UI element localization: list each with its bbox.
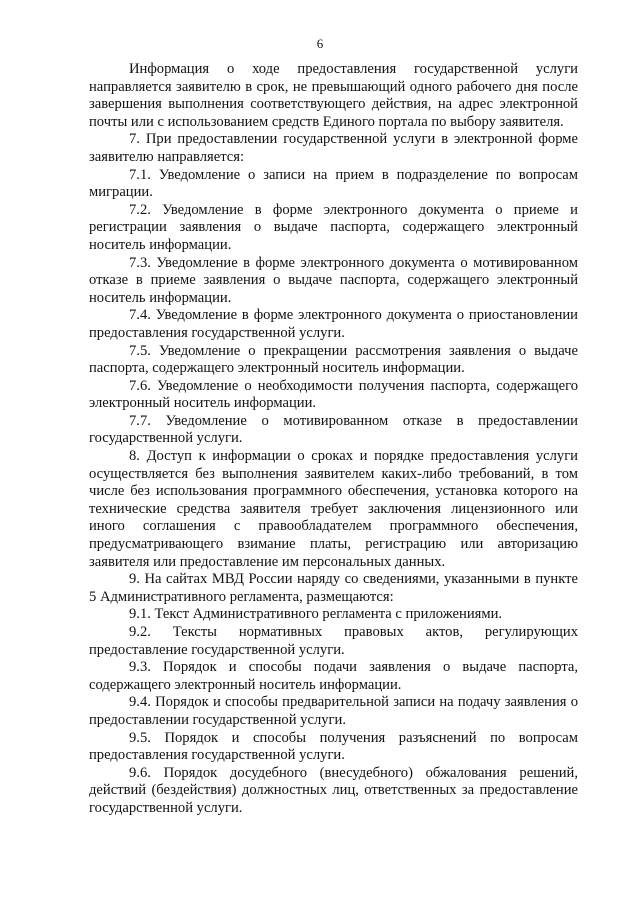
paragraph-9: 9. На сайтах МВД России наряду со сведениями, указанными в пункте 5 Административного регламента, размещаются: (89, 571, 578, 605)
paragraph-7-6: 7.6. Уведомление о необходимости получения паспорта, содержащего электронный носитель информации. (89, 377, 578, 412)
paragraph-9-5: 9.5. Порядок и способы получения разъяснений по вопросам предоставления государственной услуги. (89, 729, 578, 764)
paragraph-9-1: 9.1. Текст Административного регламента с приложениями. (129, 606, 503, 623)
paragraph-9-2: 9.2. Тексты нормативных правовых актов, регулирующих предоставление государственной услуги. (89, 624, 578, 658)
paragraph-9-6: 9.6. Порядок досудебного (внесудебного) обжалования решений, действий (бездействия) должностных лиц, ответственных за предоставление государственной услуги. (89, 764, 578, 816)
paragraph-9-4: 9.4. Порядок и способы предварительной записи на подачу заявления о предоставлении государственной услуги. (89, 694, 578, 728)
paragraph-7-2: 7.2. Уведомление в форме электронного документа о приеме и регистрации заявления о выдаче паспорта, содержащего электронный носитель информации. (89, 201, 578, 253)
paragraph-7-1: 7.1. Уведомление о записи на прием в подразделение по вопросам миграции. (89, 166, 578, 201)
paragraph-7-7: 7.7. Уведомление о мотивированном отказе в предоставлении государственной услуги. (89, 412, 578, 447)
paragraph-info-delivery: Информация о ходе предоставления государственной услуги направляется заявителю в срок, не превышающий одного рабочего дня после завершения выполнения соответствующего действия, на адрес электронной почты или с использованием средств Единого портала по выбору заявителя. (89, 61, 578, 130)
paragraph-8: 8. Доступ к информации о сроках и порядке предоставления услуги осуществляется без выполнения заявителем каких-либо требований, в том числе без использования программного обеспечения, установка которого на технические средства заявителя требует заключения лицензионного или иного соглашения с правообладателем программного обеспечения, предусматривающего взимание платы, регистрацию или авторизацию заявителя или предоставление им персональных данных. (89, 448, 578, 570)
document-body (89, 61, 578, 818)
paragraph-7-3: 7.3. Уведомление в форме электронного документа о мотивированном отказе в приеме заявления о выдаче паспорта, содержащего электронный носитель информации. (89, 254, 578, 306)
paragraph-7-5: 7.5. Уведомление о прекращении рассмотрения заявления о выдаче паспорта, содержащего электронный носитель информации. (89, 342, 578, 377)
paragraph-7-4: 7.4. Уведомление в форме электронного документа о приостановлении предоставления государственной услуги. (89, 307, 578, 341)
page-number: 6 (316, 36, 324, 51)
paragraph-9-3: 9.3. Порядок и способы подачи заявления о выдаче паспорта, содержащего электронный носитель информации. (89, 659, 578, 693)
paragraph-7: 7. При предоставлении государственной услуги в электронной форме заявителю направляется: (89, 131, 578, 165)
